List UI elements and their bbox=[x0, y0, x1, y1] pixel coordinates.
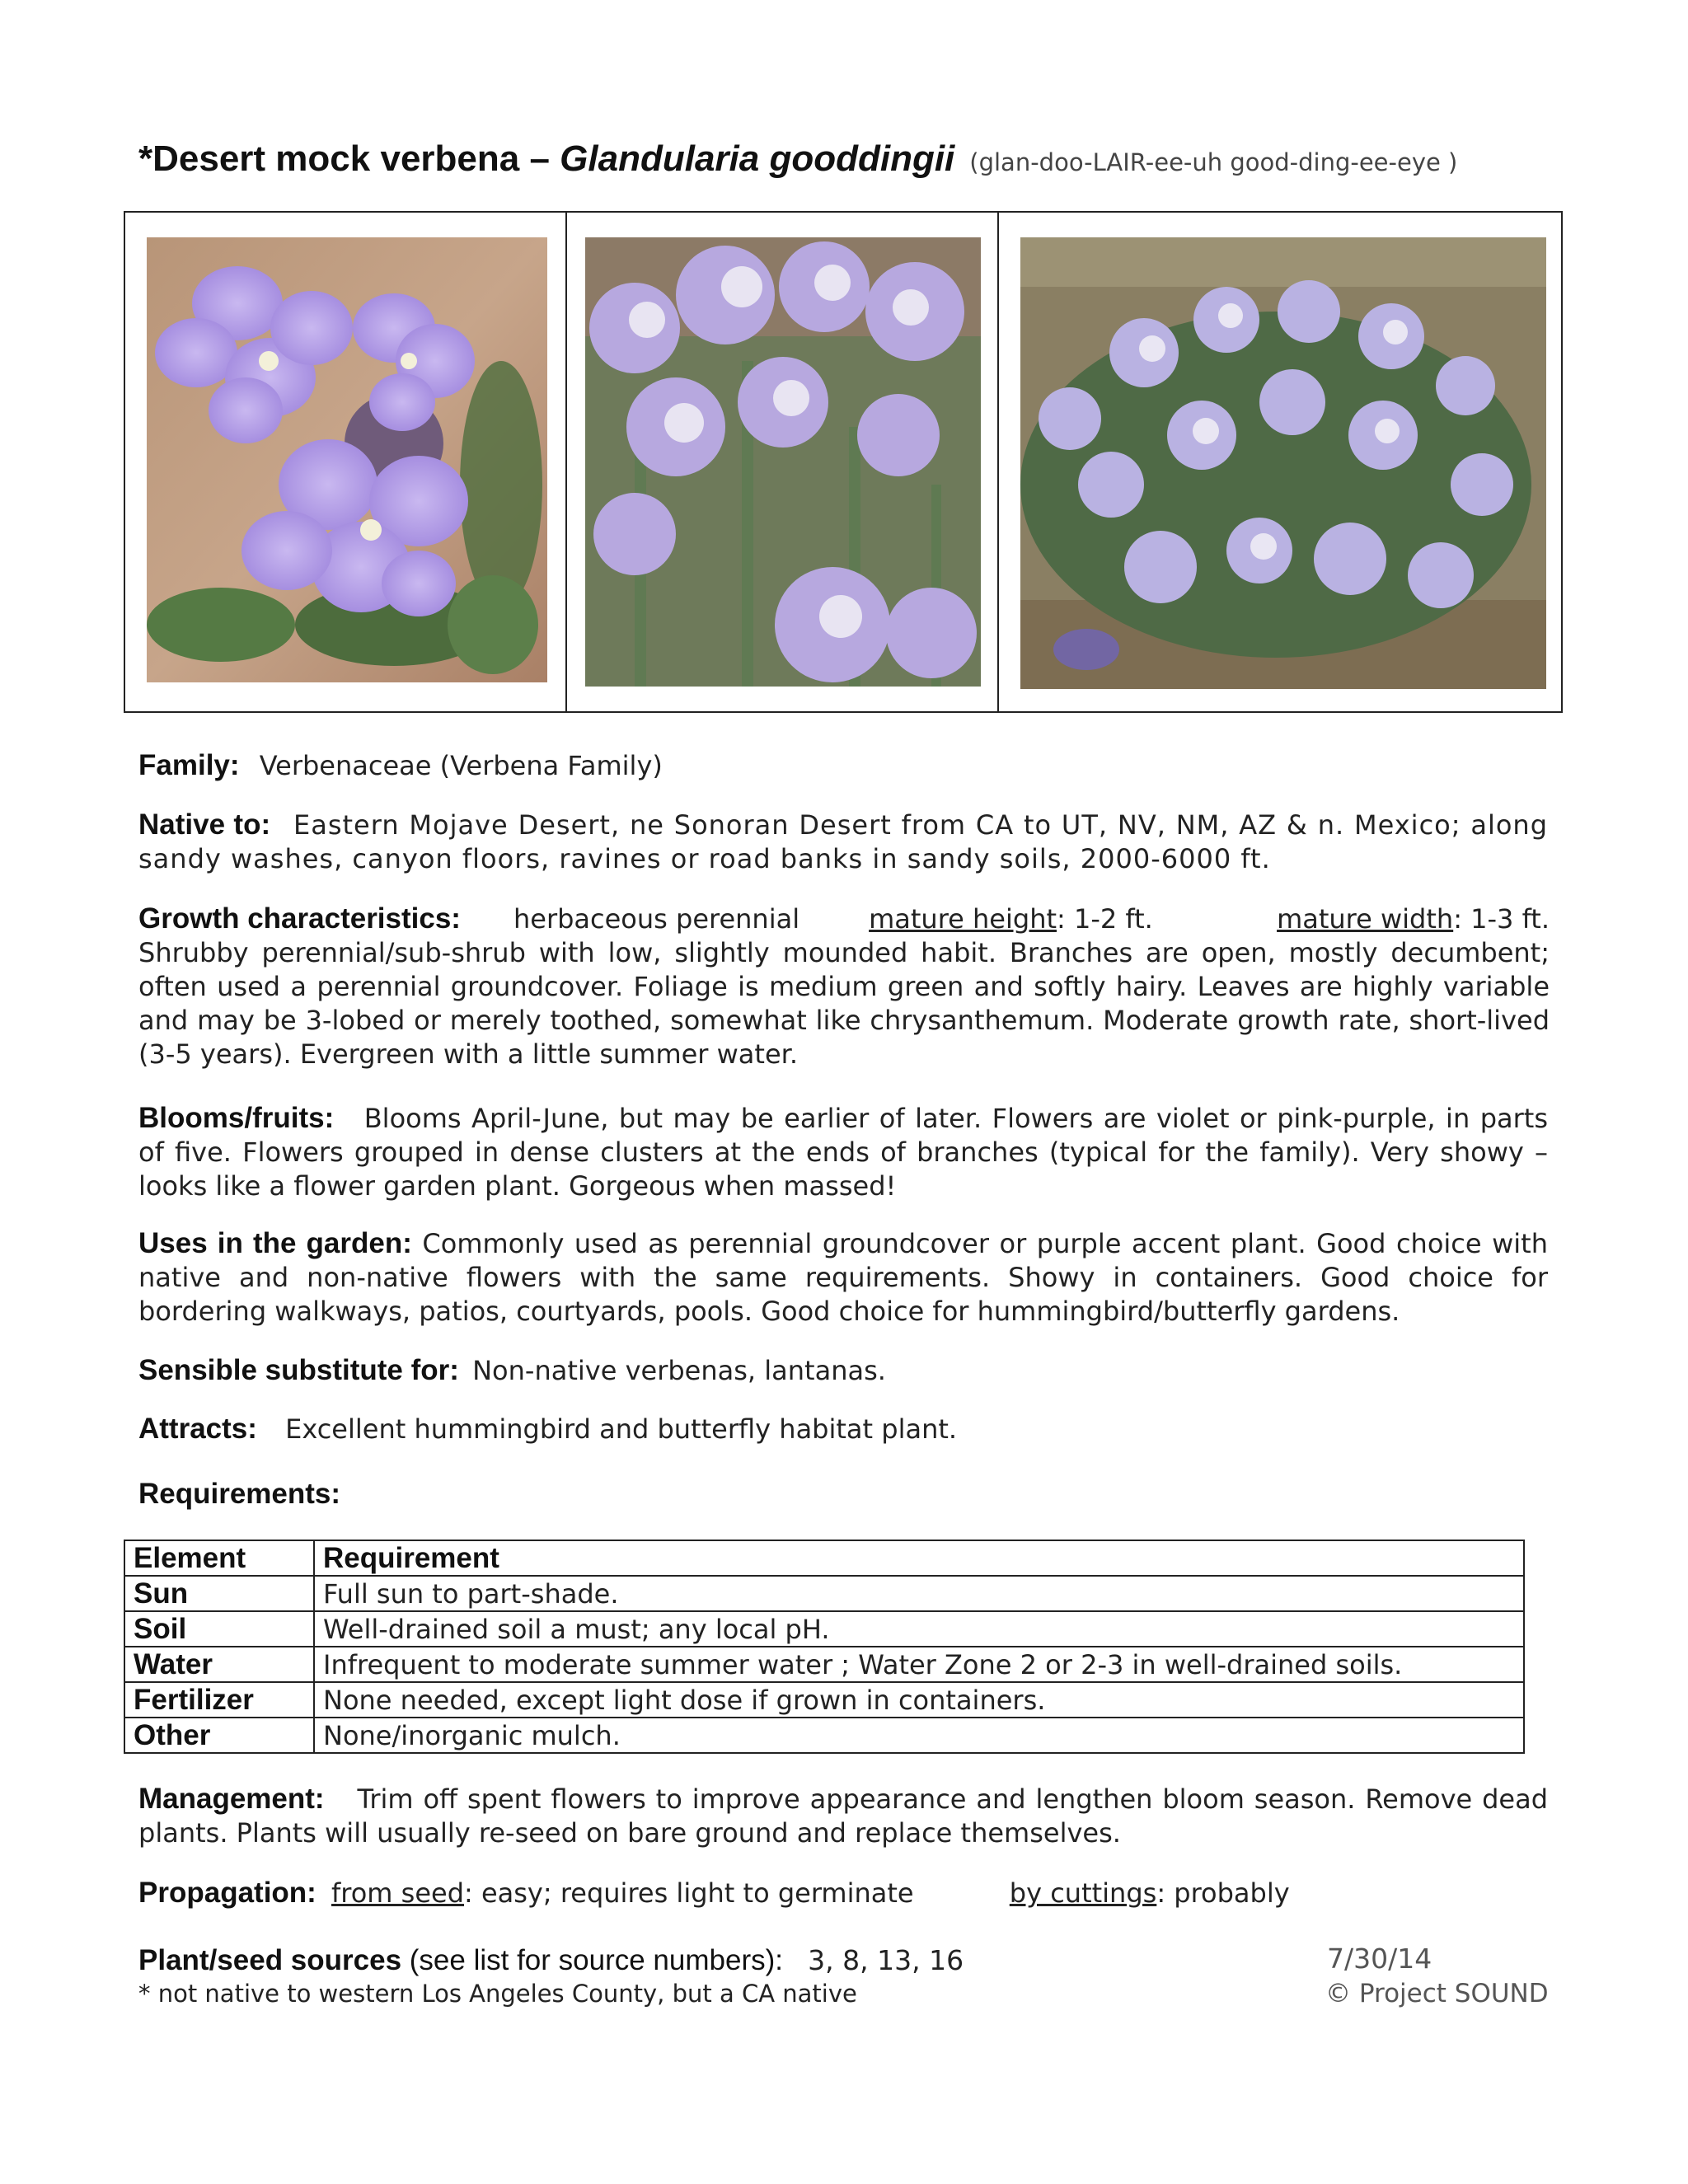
table-row bbox=[124, 1576, 1524, 1611]
native-section bbox=[138, 808, 1548, 876]
by-cuttings-text: : probably bbox=[1156, 1877, 1290, 1909]
flower-closeup-photo bbox=[147, 237, 547, 682]
photo-cell-cluster bbox=[565, 213, 997, 711]
table-row bbox=[124, 1611, 1524, 1647]
flower-closeup-image bbox=[147, 237, 547, 682]
from-seed-label: from seed bbox=[331, 1877, 464, 1909]
whole-plant-image bbox=[1020, 237, 1546, 689]
family-section bbox=[138, 748, 1548, 783]
growth-section bbox=[138, 902, 1550, 1071]
whole-plant-photo bbox=[1020, 237, 1546, 689]
growth-first-line bbox=[138, 902, 1550, 936]
flower-cluster-image bbox=[585, 237, 981, 687]
family-text: Verbenaceae (Verbena Family) bbox=[259, 750, 663, 781]
element-cell: Other bbox=[124, 1718, 314, 1753]
sources-sub: (see list for source numbers): bbox=[401, 1944, 783, 1976]
element-cell: Water bbox=[124, 1647, 314, 1682]
growth-habit: herbaceous perennial bbox=[513, 903, 800, 935]
table-row bbox=[124, 1682, 1524, 1718]
blooms-label: Blooms/fruits: bbox=[138, 1102, 335, 1134]
propagation-section bbox=[138, 1876, 1548, 1910]
uses-label: Uses in the garden: bbox=[138, 1227, 412, 1259]
family-label: Family: bbox=[138, 749, 240, 781]
blooms-section bbox=[138, 1101, 1548, 1203]
from-seed-text: : easy; requires light to germinate bbox=[464, 1877, 914, 1909]
mature-height-value: : 1-2 ft. bbox=[1057, 903, 1153, 935]
sources-text: 3, 8, 13, 16 bbox=[808, 1944, 964, 1976]
requirements-label: Requirements: bbox=[138, 1478, 341, 1510]
attracts-text: Excellent hummingbird and butterfly habitat plant. bbox=[285, 1413, 958, 1445]
growth-text: Shrubby perennial/sub-shrub with low, slightly mounded habit. Branches are open, mostly decumbent; often used a perennial groundcover. Foliage is medium green and softly hairy. Leaves are highly variable and may be 3-lobed or merely toothed, somewhat like chrysanthemum. Moderate growth rate, short-lived (3-5 years). Evergreen with a little summer water. bbox=[138, 937, 1550, 1070]
blooms-text: Blooms April-June, but may be earlier of later. Flowers are violet or pink-purple, in parts of five. Flowers grouped in dense clusters at the ends of branches (typical for the family). Very showy – looks like a flower garden plant. Gorgeous when massed! bbox=[138, 1103, 1548, 1202]
management-text: Trim off spent flowers to improve appearance and lengthen bloom season. Remove dead plants. Plants will usually re-seed on bare ground and replace themselves. bbox=[138, 1783, 1549, 1849]
substitute-label: Sensible substitute for: bbox=[138, 1354, 459, 1386]
requirement-cell: None needed, except light dose if grown in containers. bbox=[314, 1682, 1524, 1718]
table-row bbox=[124, 1647, 1524, 1682]
management-label: Management: bbox=[138, 1783, 325, 1815]
photo-table bbox=[124, 211, 1563, 713]
photo-cell-plant bbox=[997, 213, 1561, 711]
footnote: * not native to western Los Angeles County, but a CA native bbox=[138, 1980, 857, 2008]
uses-text: Commonly used as perennial groundcover or purple accent plant. Good choice with native and non-native flowers with the same requirements. Showy in containers. Good choice for bordering walkways, patios, courtyards, pools. Good choice for hummingbird/butterfly gardens. bbox=[138, 1228, 1549, 1327]
table-row bbox=[124, 1718, 1524, 1753]
attracts-label: Attracts: bbox=[138, 1413, 257, 1445]
requirement-cell: Well-drained soil a must; any local pH. bbox=[314, 1611, 1524, 1647]
growth-label: Growth characteristics: bbox=[138, 902, 461, 935]
date: 7/30/14 bbox=[1327, 1943, 1432, 1975]
flower-cluster-photo bbox=[585, 237, 981, 687]
page-title bbox=[138, 138, 1457, 180]
common-name: *Desert mock verbena bbox=[138, 138, 520, 179]
requirements-table bbox=[124, 1540, 1525, 1754]
requirements-heading bbox=[138, 1477, 1548, 1511]
requirement-cell: None/inorganic mulch. bbox=[314, 1718, 1524, 1753]
element-cell: Soil bbox=[124, 1611, 314, 1647]
substitute-section bbox=[138, 1353, 1548, 1388]
sources-label: Plant/seed sources bbox=[138, 1944, 402, 1976]
element-cell: Fertilizer bbox=[124, 1682, 314, 1718]
mature-height-label: mature height bbox=[869, 903, 1057, 935]
uses-section bbox=[138, 1226, 1548, 1329]
mature-width-value: : 1-3 ft. bbox=[1453, 903, 1550, 935]
management-section bbox=[138, 1782, 1548, 1850]
scientific-name: Glandularia gooddingii bbox=[560, 138, 955, 179]
native-label: Native to: bbox=[138, 808, 271, 841]
element-cell: Sun bbox=[124, 1576, 314, 1611]
mature-width-label: mature width bbox=[1277, 903, 1454, 935]
requirement-cell: Full sun to part-shade. bbox=[314, 1576, 1524, 1611]
pronunciation: (glan-doo-LAIR-ee-uh good-ding-ee-eye ) bbox=[969, 148, 1458, 176]
substitute-text: Non-native verbenas, lantanas. bbox=[472, 1355, 886, 1386]
by-cuttings-label: by cuttings bbox=[1009, 1877, 1157, 1909]
propagation-label: Propagation: bbox=[138, 1877, 316, 1909]
title-dash: – bbox=[519, 138, 560, 179]
requirement-cell: Infrequent to moderate summer water ; Water Zone 2 or 2-3 in well-drained soils. bbox=[314, 1647, 1524, 1682]
header-element: Element bbox=[124, 1540, 314, 1576]
copyright: © Project SOUND bbox=[1325, 1979, 1549, 2008]
photo-cell-closeup bbox=[125, 213, 565, 711]
table-header-row bbox=[124, 1540, 1524, 1576]
header-requirement: Requirement bbox=[314, 1540, 1524, 1576]
native-text: Eastern Mojave Desert, ne Sonoran Desert from CA to UT, NV, NM, AZ & n. Mexico; along sandy washes, canyon floors, ravines or road banks in sandy soils, 2000-6000 ft. bbox=[138, 809, 1549, 874]
attracts-section bbox=[138, 1412, 1548, 1446]
